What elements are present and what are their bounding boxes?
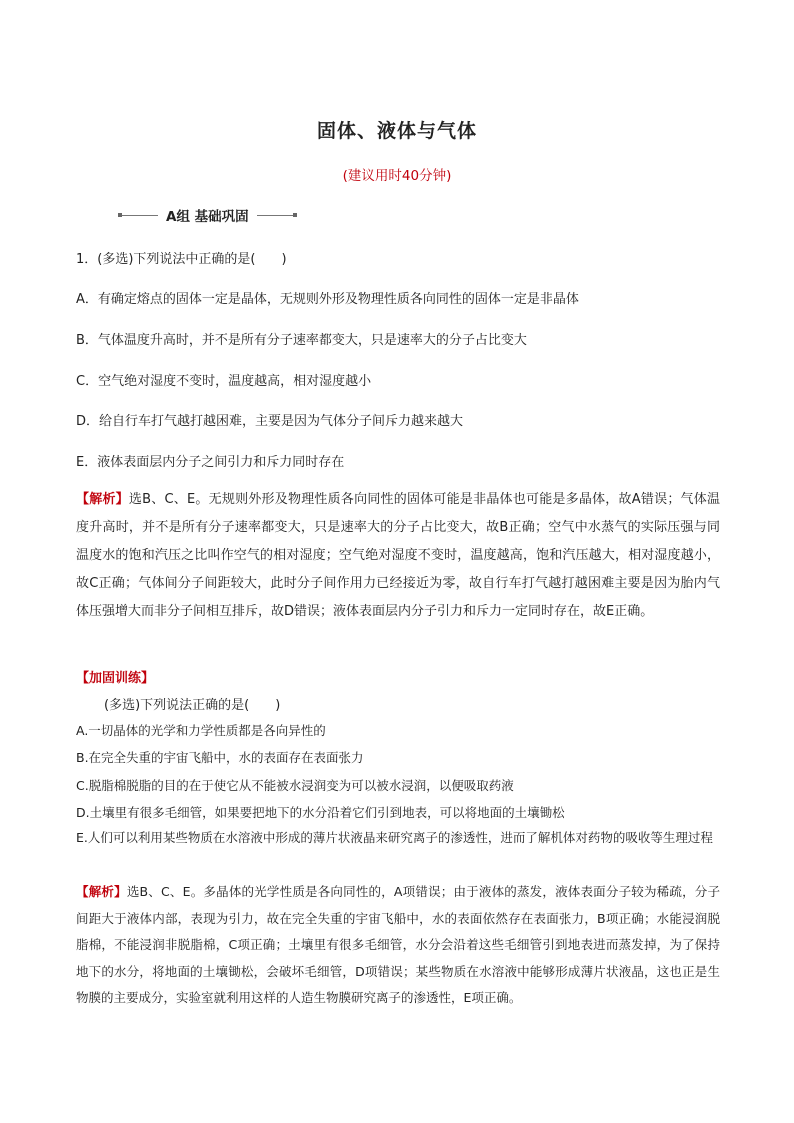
bullet-dot-right bbox=[293, 213, 297, 217]
question-1-option-c: C．空气绝对湿度不变时，温度越高，相对湿度越小 bbox=[76, 374, 372, 389]
question-1-option-b: B．气体温度升高时，并不是所有分子速率都变大，只是速率大的分子占比变大 bbox=[76, 333, 527, 348]
question-1-option-e: E．液体表面层内分子之间引力和斥力同时存在 bbox=[76, 455, 345, 470]
analysis-label: 【解析】 bbox=[76, 492, 129, 507]
practice-analysis-label: 【解析】 bbox=[76, 884, 127, 899]
practice-option-e: E.人们可以利用某些物质在水溶液中形成的薄片状液晶来研究离子的渗透性，进而了解机体对药物的吸收等生理过程 bbox=[76, 830, 713, 845]
practice-analysis-text: 选B、C、E。多晶体的光学性质是各向同性的，A项错误；由于液体的蒸发，液体表面分子较为稀疏，分子间距大于液体内部，表现为引力，故在完全失重的宇宙飞船中，水的表面依然存在表面张力，B项正确；水能浸润脱脂棉，不能浸润非脱脂棉，C项正确；土壤里有很多毛细管，水分会沿着这些毛细管引到地表进而蒸发掉，为了保持地下的水分，将地面的土壤锄松，会破坏毛细管，D项错误；某些物质在水溶液中能够形成薄片状液晶，这也正是生物膜的主要成分，实验室就利用这样的人造生物膜研究离子的渗透性，E项正确。 bbox=[76, 884, 720, 1006]
practice-analysis bbox=[76, 879, 720, 1012]
divider-right bbox=[257, 215, 293, 216]
practice-option-a: A.一切晶体的光学和力学性质都是各向异性的 bbox=[76, 723, 326, 738]
question-1-stem: 1．(多选)下列说法中正确的是( ) bbox=[76, 252, 287, 267]
practice-option-b: B.在完全失重的宇宙飞船中，水的表面存在表面张力 bbox=[76, 750, 364, 765]
question-1-analysis bbox=[76, 486, 720, 626]
group-header bbox=[118, 205, 334, 225]
analysis-text: 选B、C、E。无规则外形及物理性质各向同性的固体可能是非晶体也可能是多晶体，故A错误；气体温度升高时，并不是所有分子速率都变大，只是速率大的分子占比变大，故B正确；空气中水蒸气的实际压强与同温度水的饱和汽压之比叫作空气的相对湿度；空气绝对湿度不变时，温度越高，饱和汽压越大，相对湿度越小，故C正确；气体间分子间距较大，此时分子间作用力已经接近为零，故自行车打气越打越困难主要是因为胎内气体压强增大而非分子间相互排斥，故D错误；液体表面层内分子引力和斥力一定同时存在，故E正确。 bbox=[76, 492, 720, 619]
practice-stem: (多选)下列说法正确的是( ) bbox=[104, 698, 281, 713]
page-title: 固体、液体与气体 bbox=[316, 120, 477, 142]
suggested-time: (建议用时40分钟) bbox=[342, 168, 452, 184]
practice-option-d: D.土壤里有很多毛细管，如果要把地下的水分沿着它们引到地表，可以将地面的土壤锄松 bbox=[76, 805, 565, 820]
question-1-option-a: A．有确定熔点的固体一定是晶体，无规则外形及物理性质各向同性的固体一定是非晶体 bbox=[76, 292, 579, 307]
practice-label: 【加固训练】 bbox=[76, 671, 155, 686]
group-title: A组 基础巩固 bbox=[166, 209, 249, 225]
practice-option-c: C.脱脂棉脱脂的目的在于使它从不能被水浸润变为可以被水浸润，以便吸取药液 bbox=[76, 778, 514, 793]
question-1-option-d: D．给自行车打气越打越困难，主要是因为气体分子间斥力越来越大 bbox=[76, 414, 464, 429]
divider-left bbox=[122, 215, 158, 216]
